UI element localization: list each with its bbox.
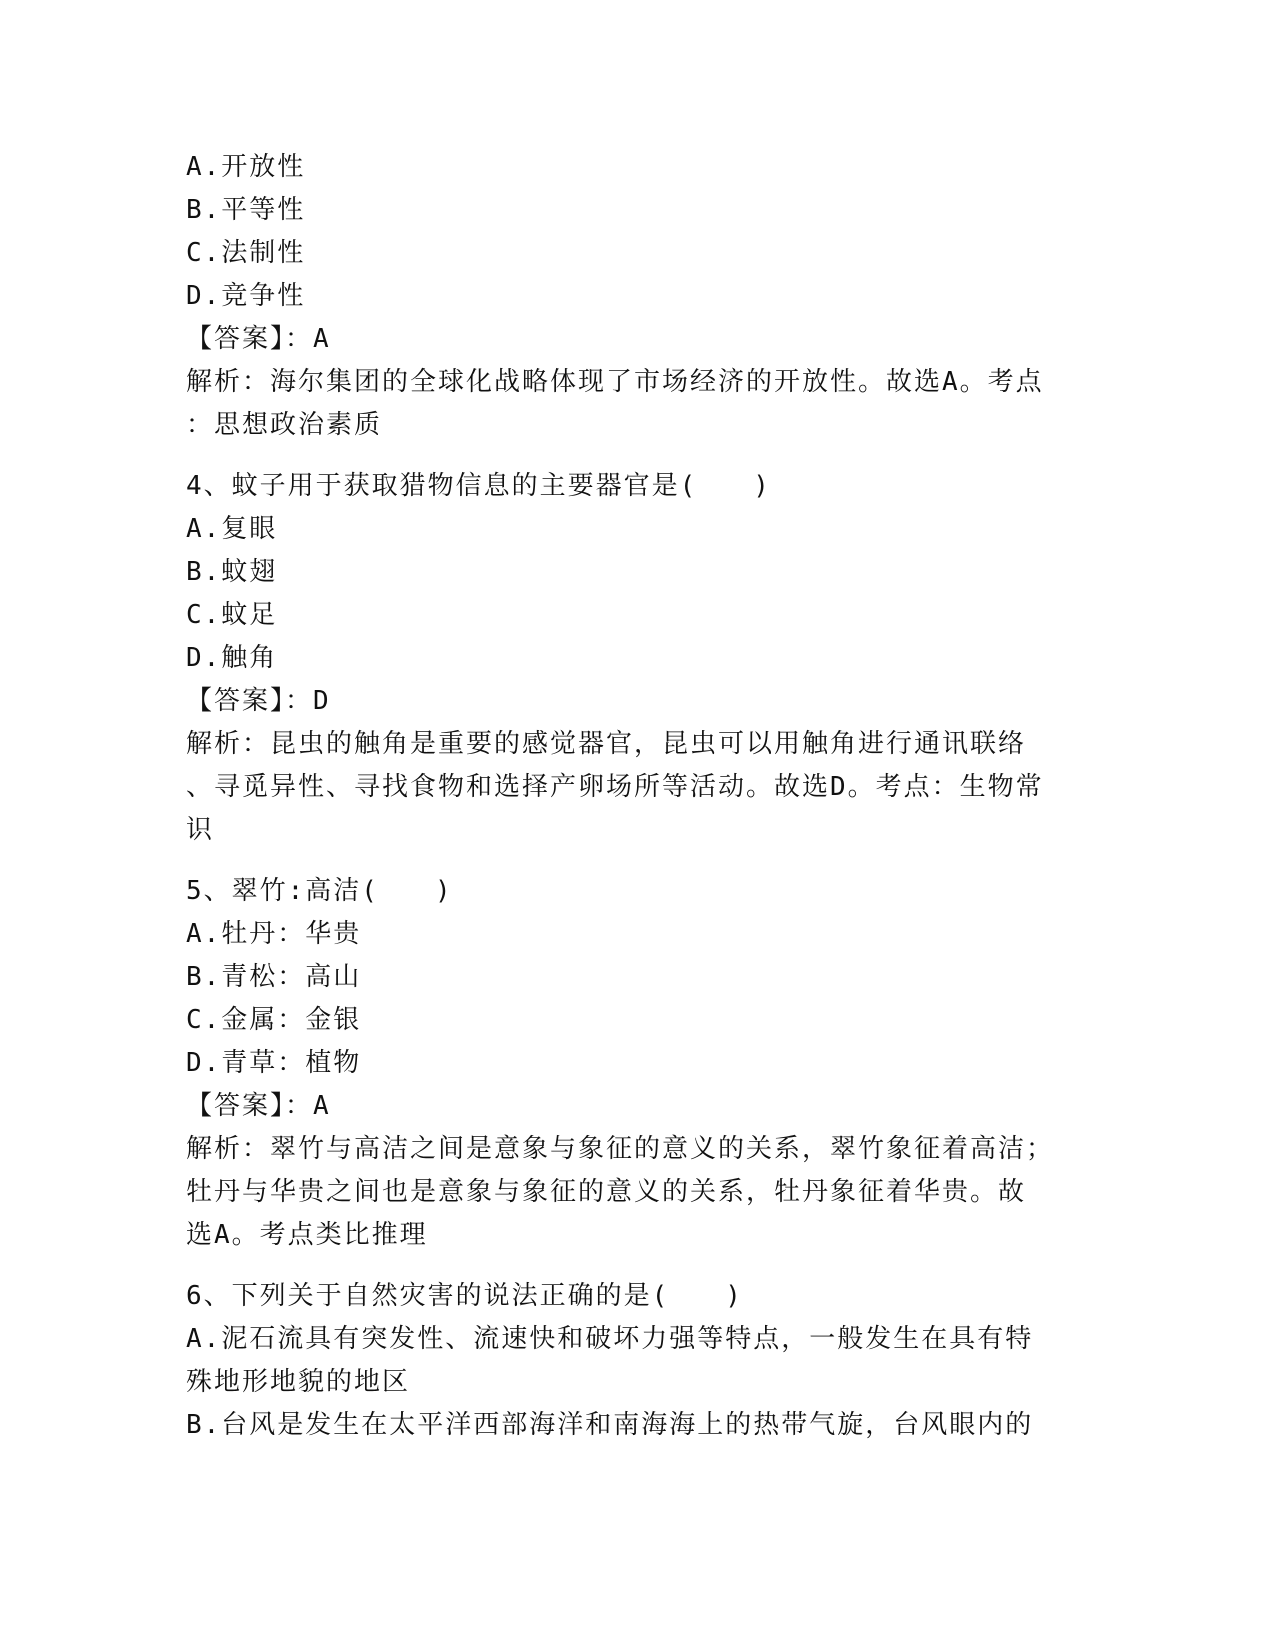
spacer <box>186 1257 1066 1275</box>
question-text: 5、翠竹:高洁( ) <box>186 876 453 906</box>
analysis-line: 解析：昆虫的触角是重要的感觉器官，昆虫可以用触角进行通讯联络 <box>186 729 1027 759</box>
question-5 <box>186 870 1066 1257</box>
question-text: 4、蚊子用于获取猎物信息的主要器官是( ) <box>186 471 771 501</box>
analysis-line: 、寻觅异性、寻找食物和选择产卵场所等活动。故选D。考点：生物常 <box>186 772 1044 802</box>
analysis-line: ：思想政治素质 <box>186 410 383 440</box>
option-a: A.开放性 <box>186 152 306 182</box>
analysis-line: 选A。考点类比推理 <box>186 1220 428 1250</box>
option-b: B.平等性 <box>186 195 306 225</box>
option-d: D.竞争性 <box>186 281 306 311</box>
analysis-line: 解析：海尔集团的全球化战略体现了市场经济的开放性。故选A。考点 <box>186 367 1044 397</box>
option-c: C.法制性 <box>186 238 306 268</box>
option-a-continued: 殊地形地貌的地区 <box>186 1367 411 1397</box>
option-a: A.复眼 <box>186 514 278 544</box>
option-b: B.蚊翅 <box>186 557 278 587</box>
answer: 【答案】：D <box>186 686 331 716</box>
document-content <box>186 146 1066 1447</box>
option-b: B.青松：高山 <box>186 962 362 992</box>
question-4 <box>186 465 1066 852</box>
analysis-line: 解析：翠竹与高洁之间是意象与象征的意义的关系，翠竹象征着高洁； <box>186 1134 1055 1164</box>
answer: 【答案】：A <box>186 1091 331 1121</box>
option-a: A.泥石流具有突发性、流速快和破坏力强等特点，一般发生在具有特 <box>186 1324 1034 1354</box>
option-b: B.台风是发生在太平洋西部海洋和南海海上的热带气旋，台风眼内的 <box>186 1410 1034 1440</box>
option-a: A.牡丹：华贵 <box>186 919 362 949</box>
spacer <box>186 852 1066 870</box>
option-c: C.蚊足 <box>186 600 278 630</box>
question-6 <box>186 1275 1066 1447</box>
analysis-line: 牡丹与华贵之间也是意象与象征的意义的关系，牡丹象征着华贵。故 <box>186 1177 1027 1207</box>
analysis-line: 识 <box>186 815 215 845</box>
option-c: C.金属：金银 <box>186 1005 362 1035</box>
question-text: 6、下列关于自然灾害的说法正确的是( ) <box>186 1281 743 1311</box>
question-3 <box>186 146 1066 447</box>
option-d: D.触角 <box>186 643 278 673</box>
option-d: D.青草：植物 <box>186 1048 362 1078</box>
answer: 【答案】：A <box>186 324 331 354</box>
spacer <box>186 447 1066 465</box>
